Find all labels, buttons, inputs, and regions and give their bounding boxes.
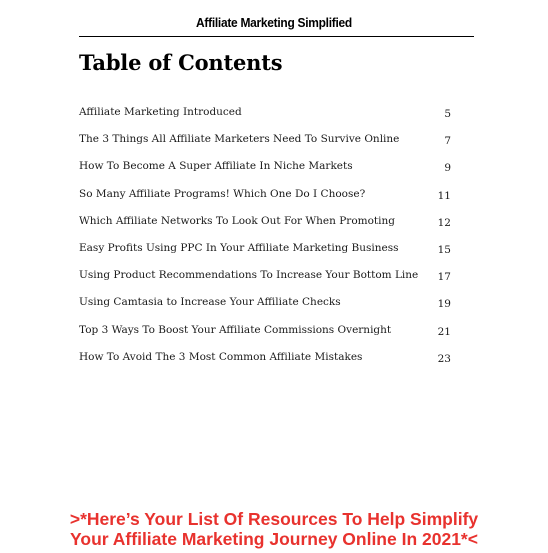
toc-entry-page-number: 15 xyxy=(437,243,451,256)
toc-entry[interactable] xyxy=(79,269,451,296)
toc-entry-title[interactable]: Which Affiliate Networks To Look Out For When Promoting xyxy=(79,214,395,227)
toc-entry-page-number: 12 xyxy=(437,216,451,229)
toc-entry[interactable] xyxy=(79,133,451,160)
toc-entry-title[interactable]: How To Avoid The 3 Most Common Affiliate Mistakes xyxy=(79,350,363,363)
toc-entry-title[interactable]: Easy Profits Using PPC In Your Affiliate Marketing Business xyxy=(79,241,399,254)
toc-entry-title[interactable]: So Many Affiliate Programs! Which One Do I Choose? xyxy=(79,187,366,200)
toc-entry[interactable] xyxy=(79,296,451,323)
toc-entry-page-number: 9 xyxy=(444,162,451,175)
resources-link-line-1[interactable]: >*Here’s Your List Of Resources To Help Simplify xyxy=(69,509,479,529)
toc-entry[interactable] xyxy=(79,242,451,269)
toc-entry[interactable] xyxy=(79,324,451,351)
toc-entry-page-number: 11 xyxy=(437,189,451,202)
toc-entry[interactable] xyxy=(79,215,451,242)
toc-entry-page-number: 19 xyxy=(437,298,451,311)
toc-entry-title[interactable]: Using Camtasia to Increase Your Affiliate Checks xyxy=(79,296,341,309)
resources-link[interactable] xyxy=(0,509,548,549)
toc-entry-page-number: 21 xyxy=(437,325,451,338)
toc-entry[interactable] xyxy=(79,106,451,133)
toc-entry-page-number: 17 xyxy=(437,271,451,284)
toc-entry[interactable] xyxy=(79,351,451,378)
toc-entry-page-number: 23 xyxy=(437,352,451,365)
toc-list xyxy=(79,106,451,378)
toc-entry-title[interactable]: How To Become A Super Affiliate In Niche Markets xyxy=(79,160,353,173)
toc-entry[interactable] xyxy=(79,160,451,187)
page-title: Table of Contents xyxy=(79,50,283,75)
toc-entry-title[interactable]: Top 3 Ways To Boost Your Affiliate Commissions Overnight xyxy=(79,323,392,336)
toc-entry-title[interactable]: Affiliate Marketing Introduced xyxy=(79,106,242,118)
header-divider xyxy=(79,36,474,37)
resources-link-line-2[interactable]: Your Affiliate Marketing Journey Online In 2021*< xyxy=(70,529,478,549)
toc-entry-page-number: 5 xyxy=(444,108,451,120)
toc-entry-title[interactable]: The 3 Things All Affiliate Marketers Need To Survive Online xyxy=(79,133,400,146)
toc-entry[interactable] xyxy=(79,188,451,215)
running-header-title: Affiliate Marketing Simplified xyxy=(196,15,352,30)
toc-entry-title[interactable]: Using Product Recommendations To Increase Your Bottom Line xyxy=(79,269,419,282)
toc-entry-page-number: 7 xyxy=(444,135,451,148)
